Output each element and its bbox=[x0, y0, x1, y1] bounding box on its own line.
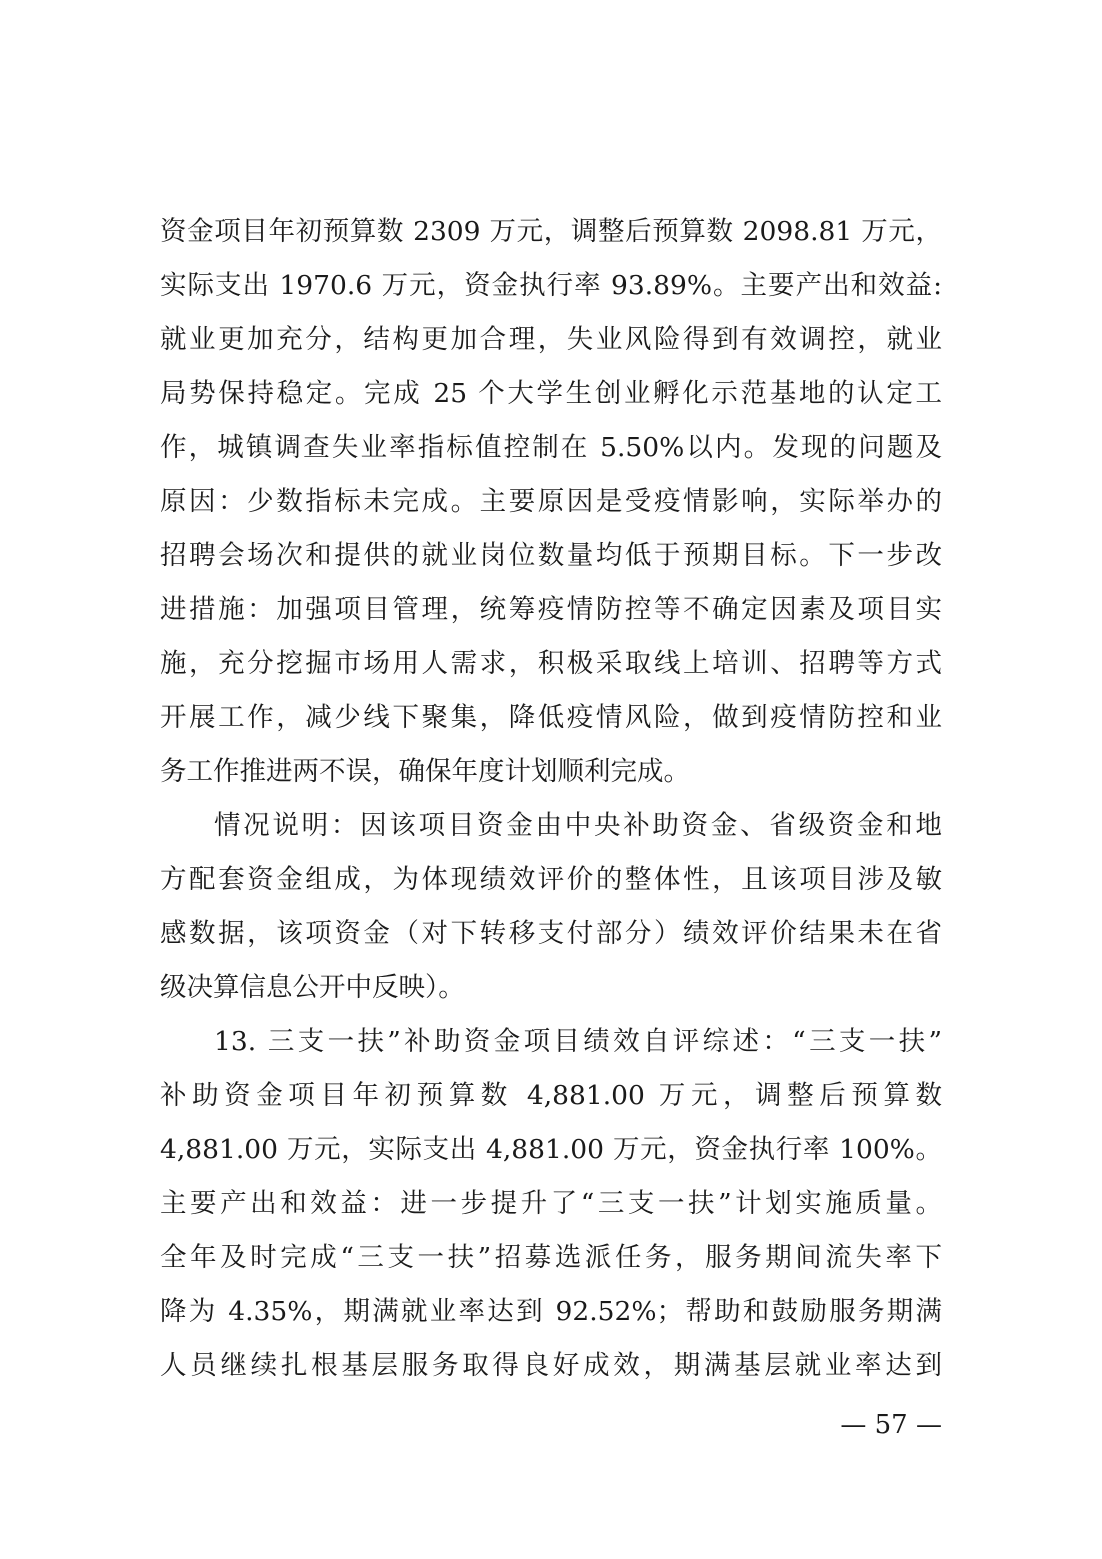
paragraph-line: 施，充分挖掘市场用人需求，积极采取线上培训、招聘等方式 bbox=[160, 648, 942, 679]
paragraph-line: 招聘会场次和提供的就业岗位数量均低于预期目标。下一步改 bbox=[160, 540, 942, 571]
section-13-paragraph-line: 人员继续扎根基层服务取得良好成效，期满基层就业率达到 bbox=[160, 1350, 942, 1381]
section-13-paragraph-line: 全年及时完成“三支一扶”招募选派任务，服务期间流失率下 bbox=[160, 1242, 942, 1273]
paragraph-line: 局势保持稳定。完成 25 个大学生创业孵化示范基地的认定工 bbox=[160, 378, 942, 409]
note-paragraph-line: 方配套资金组成，为体现绩效评价的整体性，且该项目涉及敏 bbox=[160, 864, 942, 895]
paragraph-line: 作，城镇调查失业率指标值控制在 5.50%以内。发现的问题及 bbox=[160, 432, 942, 463]
page-number: — 57 — bbox=[840, 1410, 942, 1440]
section-13-paragraph-line: 主要产出和效益：进一步提升了“三支一扶”计划实施质量。 bbox=[160, 1188, 942, 1219]
paragraph-line: 实际支出 1970.6 万元，资金执行率 93.89%。主要产出和效益: bbox=[160, 270, 942, 301]
note-paragraph-line: 级决算信息公开中反映）。 bbox=[160, 972, 465, 1003]
paragraph-line: 开展工作，减少线下聚集，降低疫情风险，做到疫情防控和业 bbox=[160, 702, 942, 733]
paragraph-line: 就业更加充分，结构更加合理，失业风险得到有效调控，就业 bbox=[160, 324, 942, 355]
paragraph-line: 原因：少数指标未完成。主要原因是受疫情影响，实际举办的 bbox=[160, 486, 942, 517]
section-13-paragraph-line: 补助资金项目年初预算数 4,881.00 万元，调整后预算数 bbox=[160, 1080, 942, 1111]
section-13-paragraph-line: 降为 4.35%，期满就业率达到 92.52%；帮助和鼓励服务期满 bbox=[160, 1296, 942, 1327]
paragraph-line: 务工作推进两不误，确保年度计划顺利完成。 bbox=[160, 756, 690, 787]
paragraph-line: 进措施：加强项目管理，统筹疫情防控等不确定因素及项目实 bbox=[160, 594, 942, 625]
section-13-paragraph-line: 4,881.00 万元，实际支出 4,881.00 万元，资金执行率 100%。 bbox=[160, 1134, 942, 1165]
section-13-heading-line: 13. 三支一扶”补助资金项目绩效自评综述：“三支一扶” bbox=[214, 1026, 942, 1057]
note-paragraph-line: 感数据，该项资金（对下转移支付部分）绩效评价结果未在省 bbox=[160, 918, 942, 949]
paragraph-line: 资金项目年初预算数 2309 万元，调整后预算数 2098.81 万元， bbox=[160, 216, 942, 247]
note-paragraph-line: 情况说明：因该项目资金由中央补助资金、省级资金和地 bbox=[214, 810, 942, 841]
